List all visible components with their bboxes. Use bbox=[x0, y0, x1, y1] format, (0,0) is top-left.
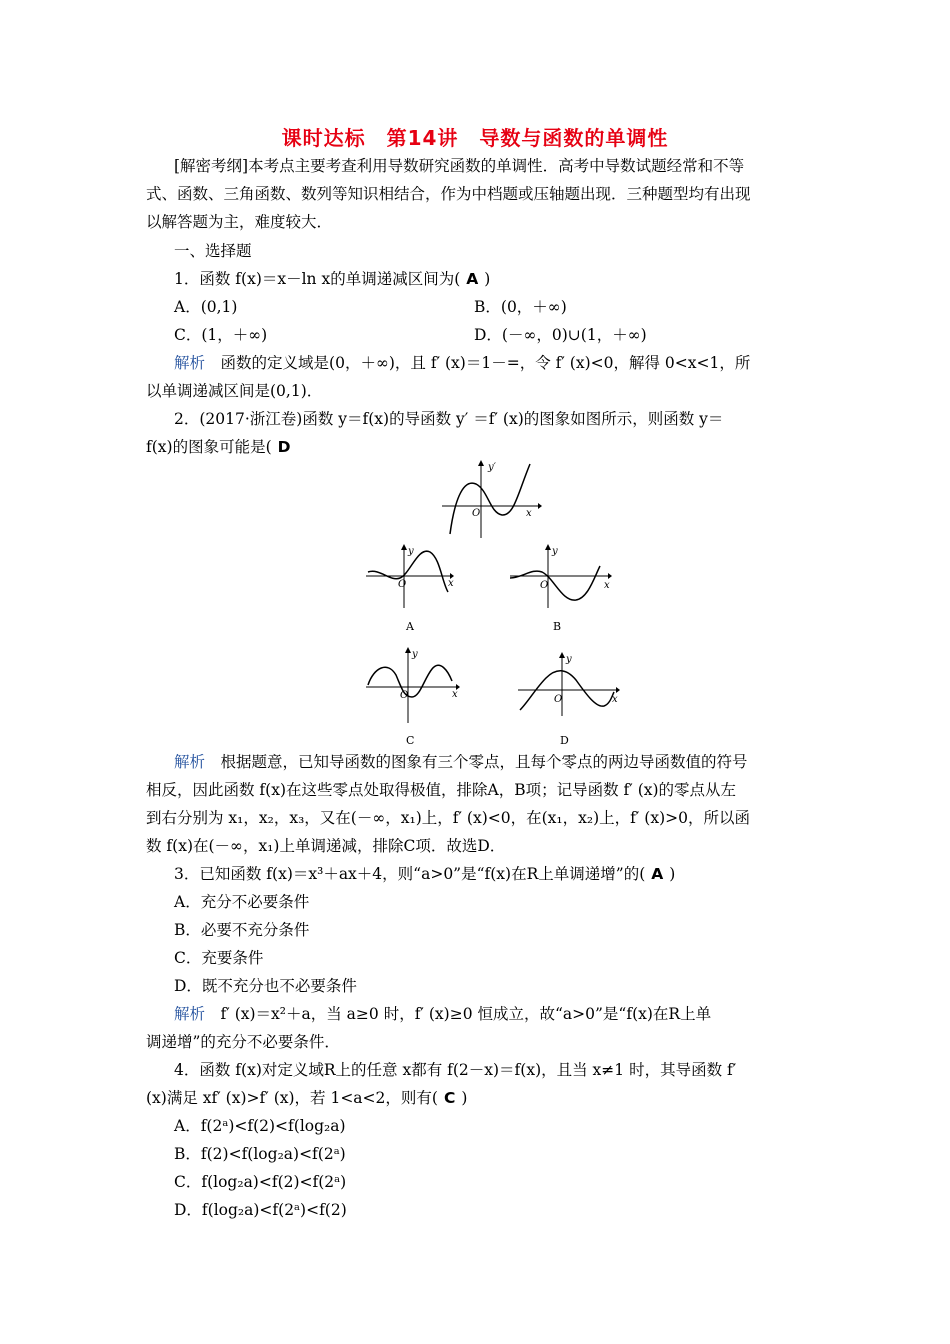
graph-option-d bbox=[516, 650, 622, 720]
q2-analysis-line-1 bbox=[174, 752, 748, 772]
q4-stem-text: (x)满足 xf′ (x)>f′ (x)，若 1<a<2，则有( bbox=[146, 1089, 438, 1107]
derivative-graph bbox=[442, 458, 542, 540]
graph-option-c bbox=[364, 645, 462, 725]
q3-option-c: C．充要条件 bbox=[174, 949, 264, 967]
q2-analysis-line-3: 到右分别为 x₁，x₂，x₃，又在(－∞，x₁)上，f′ (x)<0，在(x₁，x₂)上，f′ (x)>0，所以函 bbox=[146, 809, 750, 827]
caption-c: C bbox=[406, 734, 415, 747]
graph-d-x-label: x bbox=[612, 694, 618, 705]
q2-analysis-label: 解析 bbox=[174, 753, 206, 771]
graph-c-x-label: x bbox=[452, 689, 458, 700]
graph-option-b bbox=[508, 542, 614, 610]
q4-option-c: C．f(log₂a)<f(2)<f(2ᵃ) bbox=[174, 1173, 347, 1191]
q1-stem-text: 1．函数 f(x)＝x－ln x的单调递减区间为( bbox=[174, 270, 461, 288]
q2-stem-line-2 bbox=[146, 437, 297, 457]
q1-stem-close: ) bbox=[484, 270, 491, 288]
q3-stem bbox=[174, 864, 675, 884]
q1-analysis-label: 解析 bbox=[174, 354, 206, 372]
q1-analysis-line-2: 以单调递减区间是(0,1)． bbox=[146, 382, 323, 400]
q3-stem-close: ) bbox=[669, 865, 676, 883]
q1-option-c: C．(1，＋∞) bbox=[174, 326, 268, 344]
graph-a-x-label: x bbox=[448, 578, 454, 589]
derivative-y-label: y′ bbox=[488, 462, 496, 473]
intro-line-3: 以解答题为主，难度较大． bbox=[146, 213, 333, 231]
derivative-origin-label: O bbox=[472, 508, 481, 519]
q1-analysis-text-1: 函数的定义域是(0，＋∞)，且 f′ (x)＝1－=，令 f′ (x)<0，解得 0<x<1，所 bbox=[220, 354, 751, 372]
q4-option-d: D．f(log₂a)<f(2ᵃ)<f(2) bbox=[174, 1201, 347, 1219]
caption-a: A bbox=[406, 620, 414, 633]
q3-analysis-label: 解析 bbox=[174, 1005, 206, 1023]
q3-stem-text: 3．已知函数 f(x)＝x³＋ax＋4，则“a>0”是“f(x)在R上单调递增”的( bbox=[174, 865, 646, 883]
graph-option-a bbox=[364, 542, 456, 610]
section-heading: 一、选择题 bbox=[174, 242, 252, 260]
q1-answer: A bbox=[466, 270, 479, 288]
q4-stem-close: ) bbox=[461, 1089, 468, 1107]
q4-answer: C bbox=[443, 1089, 456, 1107]
q3-option-b: B．必要不充分条件 bbox=[174, 921, 310, 939]
graph-a-origin-label: O bbox=[398, 579, 407, 590]
q4-stem-line-2 bbox=[146, 1088, 467, 1108]
graph-b-x-label: x bbox=[604, 580, 610, 591]
derivative-x-label: x bbox=[526, 508, 532, 519]
intro-line-2: 式、函数、三角函数、数列等知识相结合，作为中档题或压轴题出现．三种题型均有出现 bbox=[146, 185, 751, 203]
q2-analysis-text-1: 根据题意，已知导函数的图象有三个零点，且每个零点的两边导函数值的符号 bbox=[220, 753, 748, 771]
q4-option-a: A．f(2ᵃ)<f(2)<f(log₂a) bbox=[174, 1117, 346, 1135]
q1-analysis-line-1 bbox=[174, 353, 750, 373]
caption-b: B bbox=[553, 620, 562, 633]
graph-c-origin-label: O bbox=[400, 690, 409, 701]
q3-analysis-line-1 bbox=[174, 1004, 711, 1024]
intro-line-1: [解密考纲]本考点主要考查利用导数研究函数的单调性．高考中导数试题经常和不等 bbox=[174, 157, 745, 175]
q2-analysis-line-2: 相反，因此函数 f(x)在这些零点处取得极值，排除A，B项；记导函数 f′ (x)的零点从左 bbox=[146, 781, 737, 799]
q3-option-a: A．充分不必要条件 bbox=[174, 893, 310, 911]
q1-option-b: B．(0，＋∞) bbox=[474, 298, 567, 316]
q1-option-d: D．(－∞，0)∪(1，＋∞) bbox=[474, 326, 647, 344]
q3-option-d: D．既不充分也不必要条件 bbox=[174, 977, 357, 995]
graph-b-origin-label: O bbox=[540, 580, 549, 591]
graph-a-y-label: y bbox=[408, 546, 414, 557]
graph-b-y-label: y bbox=[552, 546, 558, 557]
graph-d-origin-label: O bbox=[554, 694, 563, 705]
caption-d: D bbox=[560, 734, 569, 747]
q1-stem bbox=[174, 269, 490, 289]
q4-option-b: B．f(2)<f(log₂a)<f(2ᵃ) bbox=[174, 1145, 346, 1163]
q4-stem-line-1: 4．函数 f(x)对定义域R上的任意 x都有 f(2－x)＝f(x)，且当 x≠1 时，其导函数 f′ bbox=[174, 1061, 737, 1079]
page-title: 课时达标 第14讲 导数与函数的单调性 bbox=[281, 126, 669, 150]
graph-c-y-label: y bbox=[412, 649, 418, 660]
q3-answer: A bbox=[651, 865, 664, 883]
q2-stem-line-1: 2．(2017·浙江卷)函数 y＝f(x)的导函数 y′ ＝f′ (x)的图象如图所示，则函数 y＝ bbox=[174, 410, 724, 428]
q3-analysis-text-1: f′ (x)＝x²＋a，当 a≥0 时，f′ (x)≥0 恒成立，故“a>0”是“f(x)在R上单 bbox=[220, 1005, 712, 1023]
q1-option-a: A．(0,1) bbox=[174, 298, 238, 316]
graph-d-y-label: y bbox=[566, 654, 572, 665]
q2-analysis-line-4: 数 f(x)在(－∞，x₁)上单调递减，排除C项．故选D． bbox=[146, 837, 506, 855]
q3-analysis-line-2: 调递增”的充分不必要条件． bbox=[146, 1033, 340, 1051]
q2-stem-text: f(x)的图象可能是( bbox=[146, 438, 272, 456]
q2-answer: D bbox=[277, 438, 291, 456]
